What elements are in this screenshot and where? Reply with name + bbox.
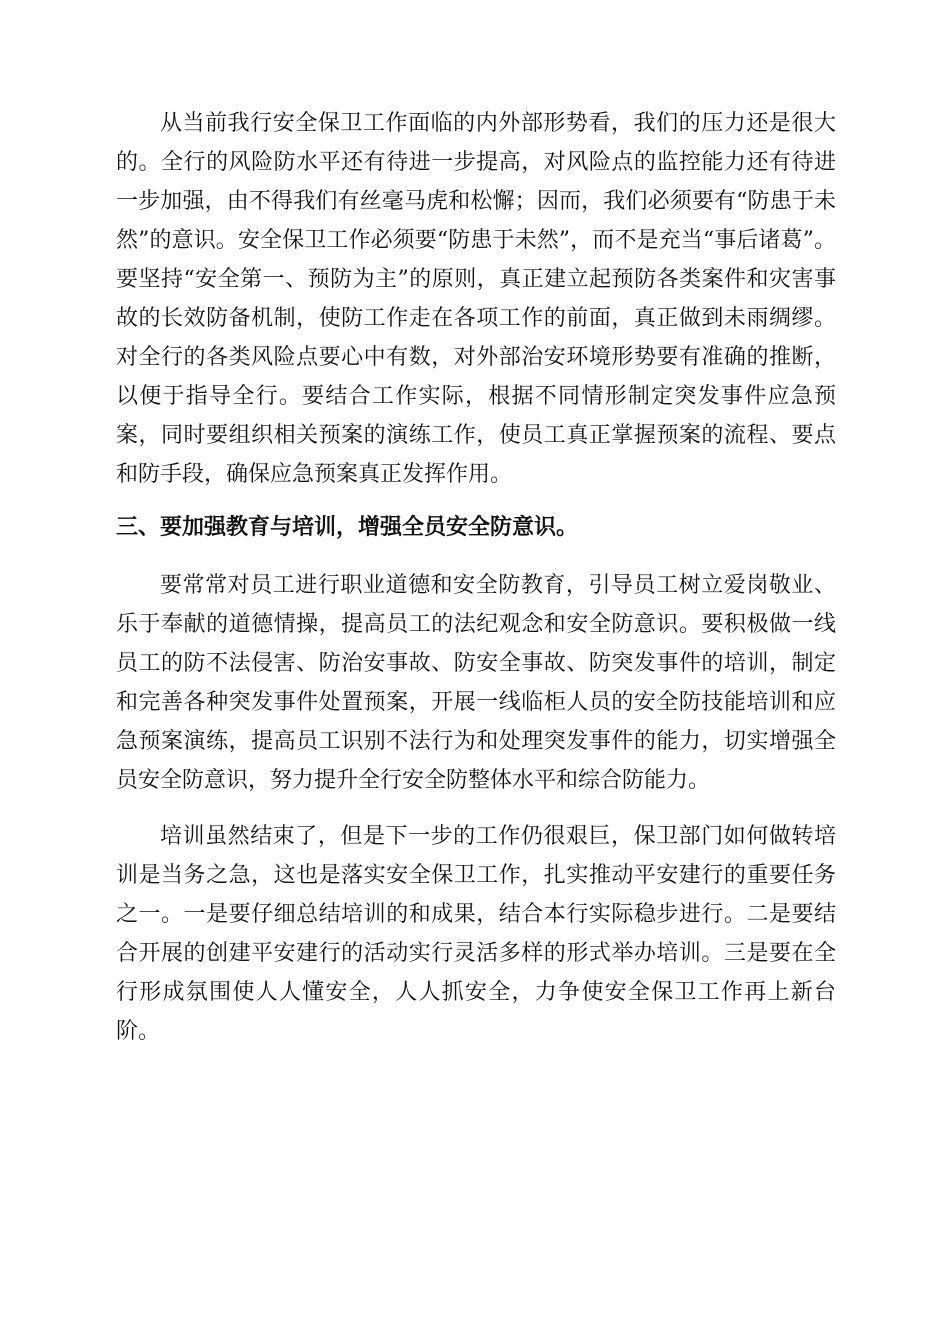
spacer [116,494,836,508]
paragraph-employee-education: 要常常对员工进行职业道德和安全防教育，引导员工树立爱岗敬业、乐于奉献的道德情操，提高员工的法纪观念和安全防意识。要积极做一线员工的防不法侵害、防治安事故、防安全事故、防突发事件的培训，制定和完善各种突发事件处置预案，开展一线临柜人员的安全防技能培训和应急预案演练，提高员工识别不法行为和处理突发事件的能力，切实增强全员安全防意识，努力提升全行安全防整体水平和综合防能力。 [116,573,836,793]
section-heading-education-training: 三、要加强教育与培训，增强全员安全防意识。 [116,515,579,540]
paragraph-security-situation: 从当前我行安全保卫工作面临的内外部形势看，我们的压力还是很大的。全行的风险防水平还有待进一步提高，对风险点的监控能力还有待进一步加强，由不得我们有丝毫马虎和松懈；因而，我们必须要有“防患于未然”的意识。安全保卫工作必须要“防患于未然”，而不是充当“事后诸葛”。要坚持“安全第一、预防为主”的原则，真正建立起预防各类案件和灾害事故的长效防备机制，使防工作走在各项工作的前面，真正做到未雨绸缪。对全行的各类风险点要心中有数，对外部治安环境形势要有准确的推断，以便于指导全行。要结合工作实际，根据不同情形制定突发事件应急预案，同时要组织相关预案的演练工作，使员工真正掌握预案的流程、要点和防手段，确保应急预案真正发挥作用。 [116,111,836,487]
document-page [116,104,836,1051]
spacer [116,800,836,817]
spacer [116,547,836,566]
paragraph-training-followup: 培训虽然结束了，但是下一步的工作仍很艰巨，保卫部门如何做转培训是当务之急，这也是落实安全保卫工作，扎实推动平安建行的重要任务之一。一是要仔细总结培训的和成果，结合本行实际稳步进行。二是要结合开展的创建平安建行的活动实行灵活多样的形式举办培训。三是要在全行形成氛围使人人懂安全，人人抓安全，力争使安全保卫工作再上新台阶。 [116,824,836,1044]
